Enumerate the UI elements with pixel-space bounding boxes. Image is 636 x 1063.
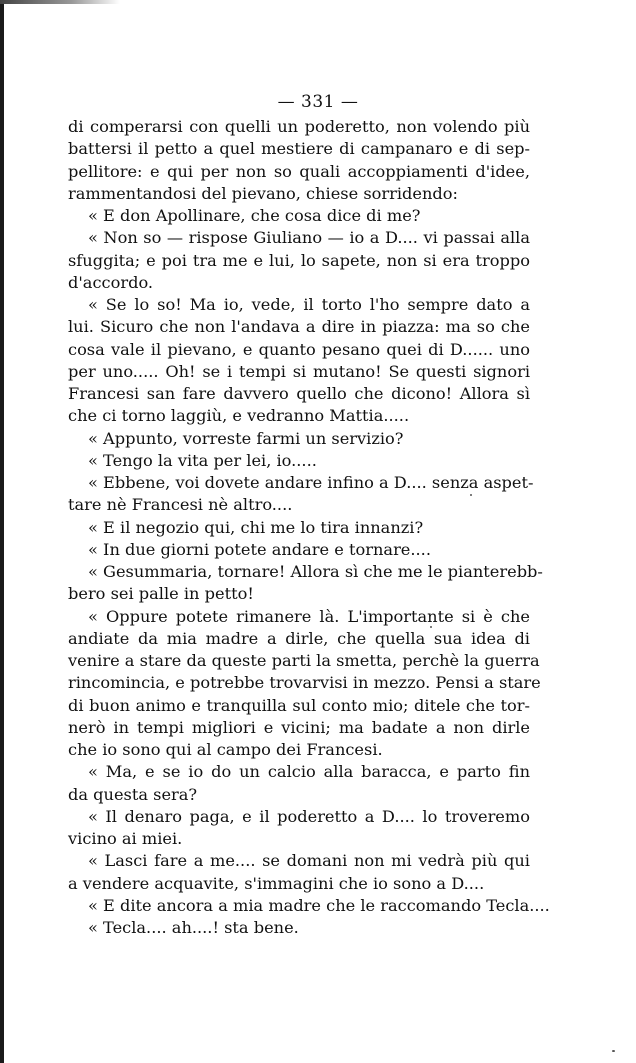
text-line: sfuggita; e poi tra me e lui, lo sapete, non si era troppo [68, 250, 530, 270]
text-line: bero sei palle in petto! [68, 584, 254, 604]
text-line: rammentandosi del pievano, chiese sorridendo: [68, 183, 458, 203]
text-line: nerò in tempi migliori e vicini; ma badate a non dirle [68, 717, 530, 737]
text-line: vicino ai miei. [68, 829, 183, 848]
page-top-edge-shadow [0, 0, 120, 4]
text-line: per uno..... Oh! se i tempi si mutano! Se questi signori [68, 361, 530, 381]
text-line: Francesi san fare davvero quello che dicono! Allora sì [68, 384, 530, 403]
paper-speck [470, 494, 472, 496]
text-line: andiate da mia madre a dirle, che quella sua idea di [68, 628, 530, 648]
text-line: « E dite ancora a mia madre che le raccomando Tecla.... [88, 895, 550, 915]
text-line: di buon animo e tranquilla sul conto mio; ditele che tor- [68, 695, 530, 715]
text-line: tare nè Francesi nè altro.... [68, 495, 293, 515]
text-line: « Non so — rispose Giuliano — io a D.... vi passai alla [88, 228, 530, 248]
text-line: cosa vale il pievano, e quanto pesano quei di D...... uno [68, 339, 530, 359]
text-line: da questa sera? [68, 784, 198, 804]
text-line: « Appunto, vorreste farmi un servizio? [88, 428, 404, 448]
text-line: « E il negozio qui, chi me lo tira innanzi? [88, 517, 424, 537]
text-line: rincomincia, e potrebbe trovarvisi in mezzo. Pensi a stare [68, 673, 541, 693]
text-line: venire a stare da queste parti la smetta, perchè la guerra [68, 651, 540, 670]
body-text [68, 116, 550, 939]
text-line: lui. Sicuro che non l'andava a dire in piazza: ma so che [68, 317, 530, 337]
text-line: pellitore: e qui per non so quali accoppiamenti d'idee, [68, 161, 530, 181]
text-line: « Ma, e se io do un calcio alla baracca, e parto fin [88, 762, 530, 782]
text-line: « E don Apollinare, che cosa dice di me? [88, 206, 421, 225]
page-number: — 331 — [277, 92, 359, 112]
text-line: « Tengo la vita per lei, io..... [88, 450, 317, 470]
text-line: « Oppure potete rimanere là. L'importante si è che [88, 606, 530, 626]
text-line: a vendere acquavite, s'immagini che io sono a D.... [68, 873, 485, 893]
text-line: battersi il petto a quel mestiere di campanaro e di sep- [68, 139, 530, 159]
text-line: d'accordo. [68, 272, 154, 292]
text-line: « Il denaro paga, e il poderetto a D.... lo troveremo [88, 806, 530, 826]
paper-speck [612, 1050, 615, 1052]
text-line: « In due giorni potete andare e tornare.... [88, 539, 431, 559]
text-line: « Lasci fare a me.... se domani non mi vedrà più qui [88, 851, 530, 871]
text-line: di comperarsi con quelli un poderetto, non volendo più [68, 117, 530, 136]
page-left-edge-shadow [0, 0, 4, 1063]
text-line: « Gesummaria, tornare! Allora sì che me le pianterebb- [88, 562, 543, 581]
paper-speck [430, 626, 432, 628]
text-line: « Ebbene, voi dovete andare infino a D.... senza aspet- [88, 473, 534, 492]
text-line: « Se lo so! Ma io, vede, il torto l'ho sempre dato a [88, 295, 530, 314]
text-line: che ci torno laggiù, e vedranno Mattia..... [68, 406, 410, 426]
text-line: « Tecla.... ah....! sta bene. [88, 918, 299, 937]
text-line: che io sono qui al campo dei Francesi. [68, 740, 383, 759]
